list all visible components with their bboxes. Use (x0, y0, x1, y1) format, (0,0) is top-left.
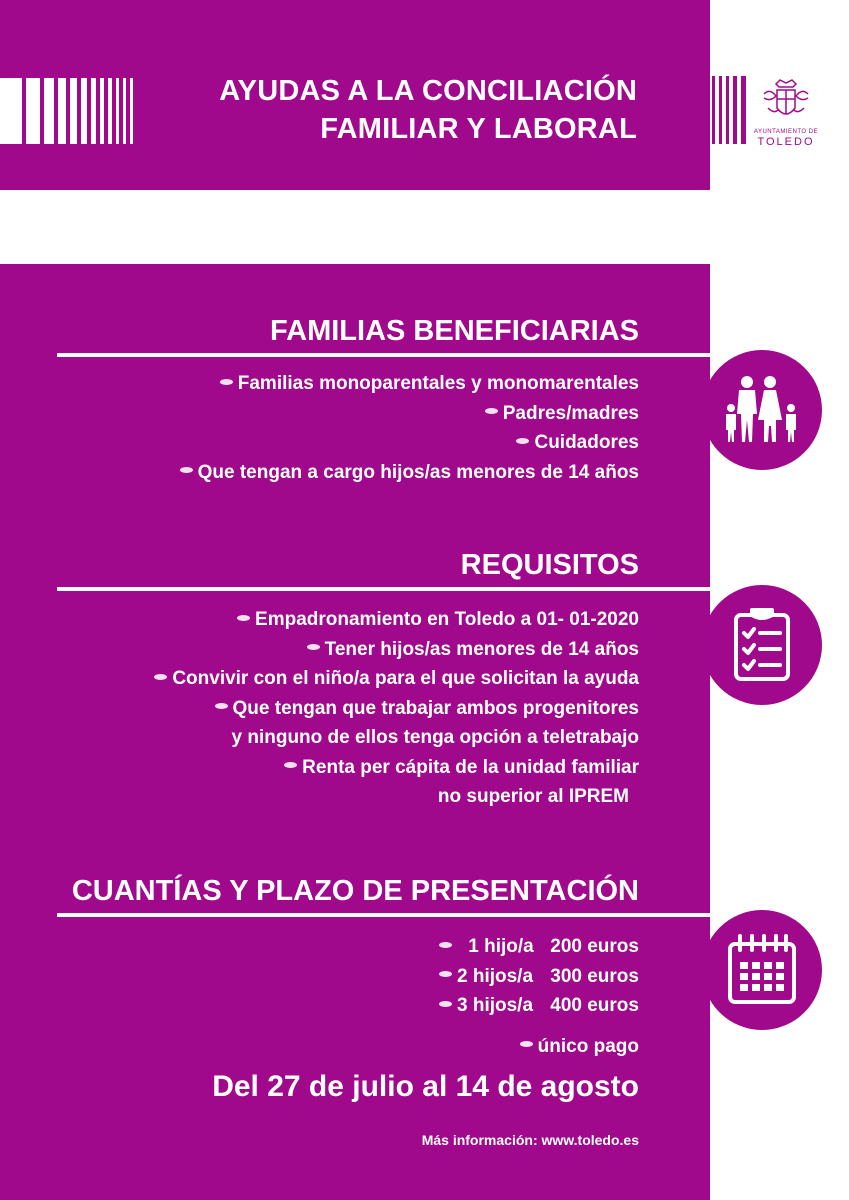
list-item-continuation: no superior al IPREM (437, 786, 629, 807)
title-line-1: AYUDAS A LA CONCILIACIÓN (219, 75, 637, 107)
bullet-icon (516, 438, 529, 444)
beneficiaries-list (180, 369, 639, 487)
family-icon (722, 370, 802, 450)
bullet-icon (439, 1001, 452, 1007)
table-row (439, 932, 639, 962)
section-title-beneficiaries: FAMILIAS BENEFICIARIAS (270, 315, 639, 347)
bullet-icon (439, 942, 452, 948)
single-payment-note: único pago (439, 1032, 639, 1062)
list-item: Tener hijos/as menores de 14 años (154, 635, 639, 665)
section-divider (57, 587, 710, 591)
calendar-icon (722, 930, 802, 1010)
amount-value: 400 euros (550, 995, 639, 1016)
application-period: Del 27 de julio al 14 de agosto (212, 1070, 639, 1103)
logo-name: TOLEDO (757, 136, 815, 148)
bullet-icon (215, 703, 228, 709)
list-item: Renta per cápita de la unidad familiar (154, 753, 639, 783)
amounts-table (439, 932, 639, 1061)
bullet-icon (439, 971, 452, 977)
bullet-icon (485, 408, 498, 414)
children-count: 3 hijos/a (457, 995, 534, 1016)
page-title (117, 72, 637, 148)
list-item: Convivir con el niño/a para el que solicitan la ayuda (154, 664, 639, 694)
logo-barcode-decoration (712, 76, 750, 144)
bullet-icon (307, 644, 320, 650)
bullet-icon (520, 1041, 533, 1047)
logo-subtitle: AYUNTAMIENTO DE (753, 129, 819, 135)
clipboard-checklist-icon (722, 605, 802, 685)
section-divider (57, 353, 710, 357)
title-line-2: FAMILIAR Y LABORAL (320, 113, 637, 145)
list-item-continuation: y ninguno de ellos tenga opción a teletrabajo (231, 727, 639, 748)
section-divider (57, 913, 710, 917)
bullet-icon (180, 467, 193, 473)
requirements-list (154, 605, 639, 812)
coat-of-arms-icon (760, 78, 812, 126)
list-item: Cuidadores (180, 428, 639, 458)
list-item: Que tengan a cargo hijos/as menores de 14 años (180, 458, 639, 488)
children-count: 1 hijo/a (468, 936, 534, 957)
list-item: Empadronamiento en Toledo a 01- 01-2020 (154, 605, 639, 635)
section-title-requirements: REQUISITOS (460, 549, 639, 581)
more-info-link[interactable]: Más información: www.toledo.es (421, 1132, 639, 1148)
amount-value: 300 euros (550, 965, 639, 987)
bullet-icon (284, 762, 297, 768)
list-item: Padres/madres (180, 399, 639, 429)
list-item: Familias monoparentales y monomarentales (180, 369, 639, 399)
toledo-logo (712, 76, 849, 148)
clipboard-icon-circle (702, 585, 822, 705)
bullet-icon (154, 674, 167, 680)
children-count: 2 hijos/a (457, 965, 534, 987)
list-item: Que tengan que trabajar ambos progenitores (154, 694, 639, 724)
amount-value: 200 euros (550, 936, 639, 957)
bullet-icon (220, 379, 233, 385)
bullet-icon (237, 615, 250, 621)
section-title-amounts: CUANTÍAS Y PLAZO DE PRESENTACIÓN (71, 875, 639, 907)
calendar-icon-circle (702, 910, 822, 1030)
table-row (439, 962, 639, 992)
table-row (439, 991, 639, 1021)
family-icon-circle (702, 350, 822, 470)
